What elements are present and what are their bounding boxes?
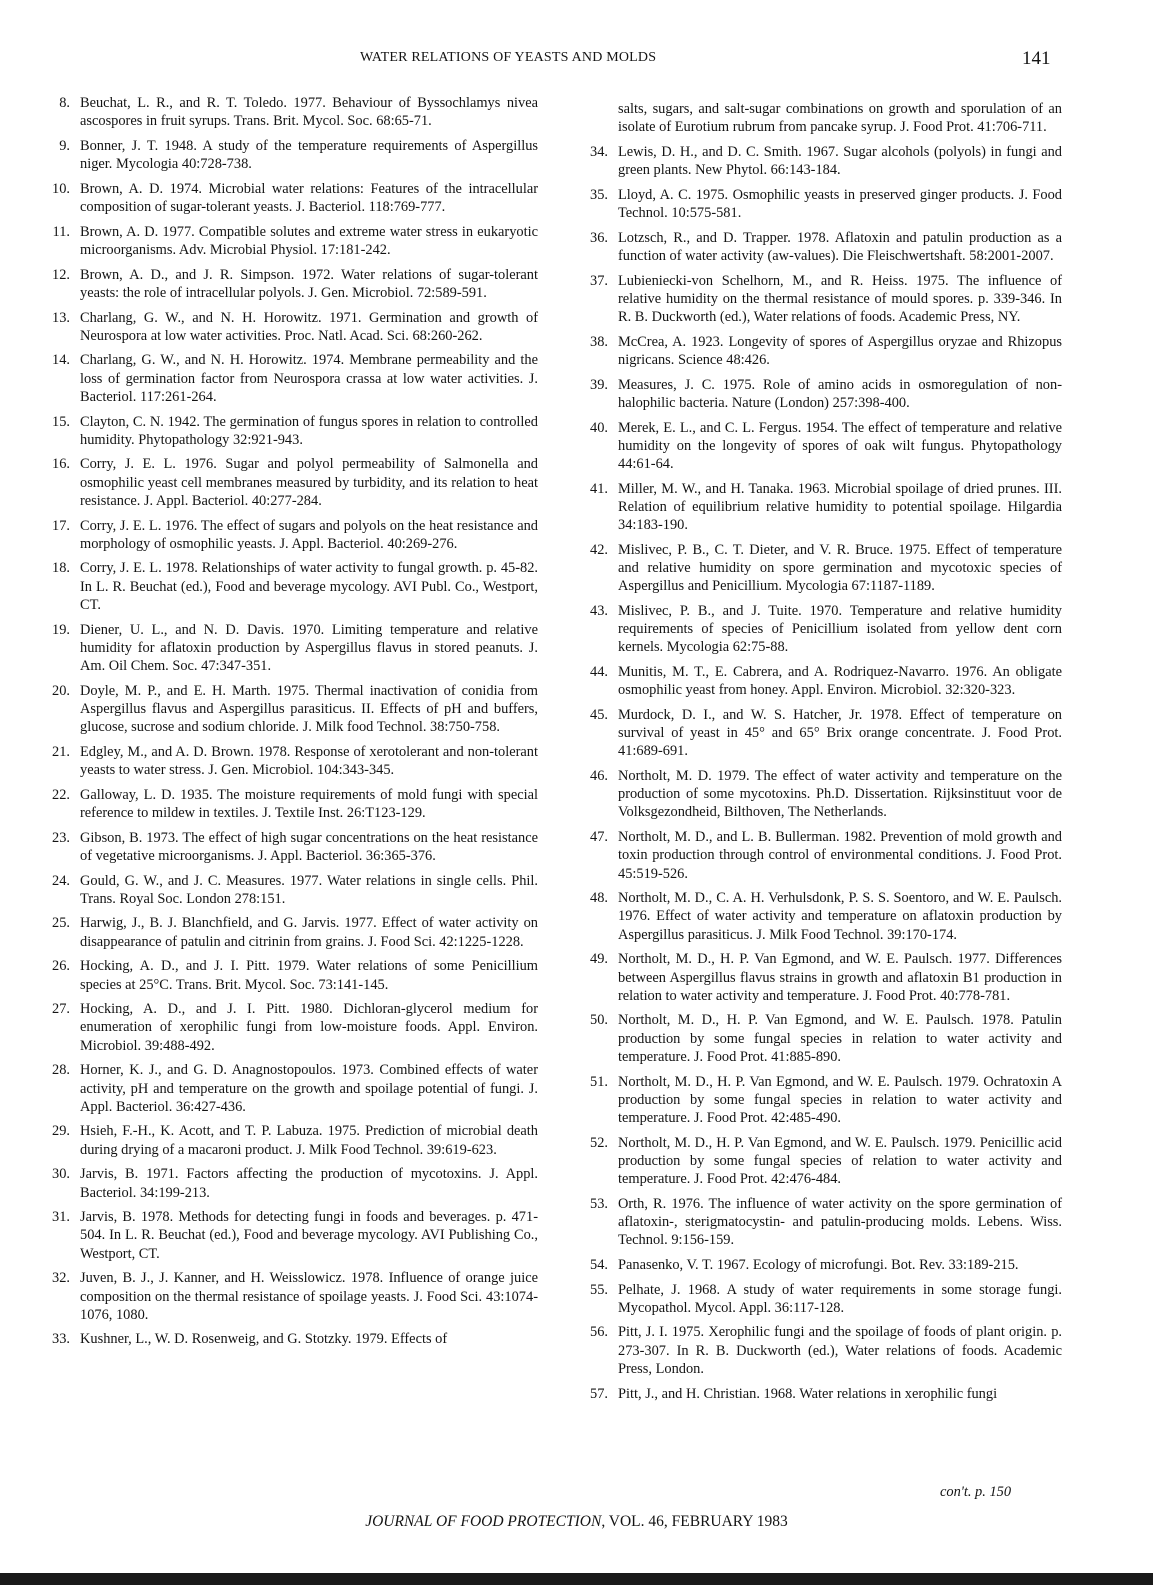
- reference-number: 32.: [52, 1270, 70, 1287]
- reference-text: Lotzsch, R., and D. Trapper. 1978. Aflatoxin and patulin production as a function of water activity (aw-values). Die Fleischwertshaft. 58:2001-2007.: [618, 229, 1062, 264]
- reference-number: 57.: [590, 1385, 608, 1402]
- reference-text: Orth, R. 1976. The influence of water activity on the spore germination of aflatoxin-, sterigmatocystin- and patulin-producing molds. Lebens. Wiss. Technol. 9:156-159.: [618, 1195, 1062, 1249]
- reference-item: [48, 682, 538, 737]
- reference-number: 48.: [590, 890, 608, 907]
- reference-number: 49.: [590, 951, 608, 968]
- reference-item: [48, 94, 538, 130]
- journal-name: JOURNAL OF FOOD PROTECTION: [365, 1513, 602, 1530]
- reference-item: [586, 376, 1062, 412]
- reference-item: [48, 1330, 538, 1348]
- reference-text: Northolt, M. D., C. A. H. Verhulsdonk, P. S. S. Soentoro, and W. E. Paulsch. 1976. Effect of water activity and temperature on aflatoxin production by Aspergillus parasiticus. J. Milk Food Technol. 39:170-174.: [618, 890, 1062, 943]
- reference-item: [586, 1385, 1062, 1403]
- reference-text: Gould, G. W., and J. C. Measures. 1977. Water relations in single cells. Phil. Trans. Royal Soc. London 278:151.: [80, 872, 538, 907]
- reference-number: 22.: [52, 786, 70, 803]
- journal-volume: , VOL. 46, FEBRUARY 1983: [601, 1513, 788, 1530]
- reference-text: Mislivec, P. B., and J. Tuite. 1970. Temperature and relative humidity requirements of species of Penicillium isolated from yellow dent corn kernels. Mycologia 62:75-88.: [618, 602, 1062, 656]
- reference-text: Lloyd, A. C. 1975. Osmophilic yeasts in preserved ginger products. J. Food Technol. 10:575-581.: [618, 186, 1062, 222]
- reference-text: Gibson, B. 1973. The effect of high sugar concentrations on the heat resistance of vegetative microorganisms. J. Appl. Bacteriol. 36:365-376.: [80, 829, 538, 864]
- reference-text: Northolt, M. D., H. P. Van Egmond, and W. E. Paulsch. 1979. Penicillic acid production by some fungal species of relation to water activity and temperature. J. Food Prot. 42:476-484.: [618, 1134, 1062, 1188]
- reference-item: [48, 1122, 538, 1158]
- reference-number: 43.: [590, 602, 608, 619]
- reference-text: Northolt, M. D., H. P. Van Egmond, and W. E. Paulsch. 1977. Differences between Aspergillus flavus strains in growth and aflatoxin B1 production in relation to water activity and temperature. J. Food Prot. 40:778-781.: [618, 951, 1062, 1004]
- reference-number: 9.: [59, 137, 70, 154]
- reference-item: [48, 1269, 538, 1324]
- reference-item: [586, 333, 1062, 369]
- reference-item: [586, 1323, 1062, 1378]
- reference-item: [48, 1061, 538, 1116]
- reference-text: Hocking, A. D., and J. I. Pitt. 1980. Dichloran-glycerol medium for enumeration of xerophilic fungi from low-moisture foods. Appl. Environ. Microbiol. 39:488-492.: [80, 1001, 538, 1054]
- reference-text: Brown, A. D. 1977. Compatible solutes and extreme water stress in eukaryotic microorganisms. Adv. Microbial Physiol. 17:181-242.: [80, 223, 538, 258]
- reference-number: 37.: [590, 272, 608, 289]
- reference-item: [48, 309, 538, 345]
- reference-item: [586, 480, 1062, 535]
- reference-text: Munitis, M. T., E. Cabrera, and A. Rodriquez-Navarro. 1976. An obligate osmophilic yeast from honey. Appl. Environ. Microbiol. 32:320-323.: [618, 663, 1062, 699]
- reference-number: 52.: [590, 1134, 608, 1151]
- reference-number: 34.: [590, 143, 608, 160]
- reference-number: 26.: [52, 958, 70, 975]
- reference-number: 50.: [590, 1012, 608, 1029]
- reference-number: 35.: [590, 186, 608, 203]
- reference-text: Jarvis, B. 1971. Factors affecting the production of mycotoxins. J. Appl. Bacteriol. 34:199-213.: [80, 1166, 538, 1201]
- reference-number: 46.: [590, 768, 608, 784]
- reference-item: [586, 1011, 1062, 1066]
- reference-text: Juven, B. J., J. Kanner, and H. Weisslowicz. 1978. Influence of orange juice composition on the thermal resistance of spoilage yeasts. J. Food Sci. 43:1074-1076, 1080.: [80, 1270, 538, 1323]
- reference-number: 11.: [52, 223, 70, 240]
- reference-number: 44.: [590, 663, 608, 680]
- reference-number: 29.: [52, 1123, 70, 1140]
- reference-text: Corry, J. E. L. 1978. Relationships of water activity to fungal growth. p. 45-82. In L. R. Beuchat (ed.), Food and beverage mycology. AVI Publ. Co., Westport, CT.: [80, 560, 538, 613]
- reference-item: [48, 413, 538, 449]
- reference-item: [48, 872, 538, 908]
- scan-edge: [0, 1573, 1153, 1585]
- reference-number: 28.: [52, 1062, 70, 1079]
- reference-number: 38.: [590, 333, 608, 350]
- reference-text: Mislivec, P. B., C. T. Dieter, and V. R. Bruce. 1975. Effect of temperature and relative humidity on spore germination and mycotoxic species of Aspergillus and Penicillium. Mycologia 67:1187-1189.: [618, 541, 1062, 595]
- reference-number: 47.: [590, 829, 608, 846]
- reference-item: [48, 786, 538, 822]
- reference-number: 15.: [52, 413, 70, 430]
- page-footer: [0, 1513, 1153, 1531]
- reference-text: Edgley, M., and A. D. Brown. 1978. Response of xerotolerant and non-tolerant yeasts to water stress. J. Gen. Microbiol. 104:343-345.: [80, 743, 538, 778]
- reference-item: [586, 950, 1062, 1005]
- reference-item: [48, 137, 538, 173]
- reference-number: 10.: [52, 180, 70, 197]
- reference-item: [48, 455, 538, 510]
- reference-item: [48, 1000, 538, 1055]
- reference-number: 40.: [590, 419, 608, 436]
- reference-item: [586, 767, 1062, 822]
- reference-text: Galloway, L. D. 1935. The moisture requirements of mold fungi with special reference to mildew in textiles. J. Textile Inst. 26:T123-129.: [80, 786, 538, 821]
- reference-item: [48, 559, 538, 614]
- reference-number: 36.: [590, 229, 608, 246]
- reference-item: [48, 743, 538, 779]
- reference-text: Hocking, A. D., and J. I. Pitt. 1979. Water relations of some Penicillium species at 25°C. Trans. Brit. Mycol. Soc. 73:141-145.: [80, 958, 538, 993]
- references-right-column: [586, 100, 1062, 1409]
- reference-text: Miller, M. W., and H. Tanaka. 1963. Microbial spoilage of dried prunes. III. Relation of equilibrium relative humidity to potential spoilage. Hilgardia 34:183-190.: [618, 480, 1062, 534]
- reference-number: 42.: [590, 541, 608, 558]
- reference-number: 53.: [590, 1195, 608, 1212]
- reference-number: 41.: [590, 480, 608, 497]
- reference-item: [586, 419, 1062, 474]
- reference-text: Corry, J. E. L. 1976. Sugar and polyol permeability of Salmonella and osmophilic yeast cell membranes measured by turbidity, and its relation to heat resistance. J. Appl. Bacteriol. 40:277-284.: [80, 456, 538, 509]
- reference-text: Pitt, J., and H. Christian. 1968. Water relations in xerophilic fungi: [618, 1385, 998, 1402]
- reference-item: [48, 621, 538, 676]
- continuation-note: con't. p. 150: [940, 1484, 1012, 1500]
- reference-text: Brown, A. D. 1974. Microbial water relations: Features of the intracellular composition of sugar-tolerant yeasts. J. Bacteriol. 118:769-777.: [80, 180, 538, 216]
- reference-item: [586, 1134, 1062, 1189]
- reference-item: [48, 957, 538, 993]
- reference-number: 45.: [590, 706, 608, 723]
- reference-item: [586, 828, 1062, 883]
- reference-item: [586, 100, 1062, 136]
- reference-text: Lubieniecki-von Schelhorn, M., and R. Heiss. 1975. The influence of relative humidity on the thermal resistance of mould spores. p. 339-346. In R. B. Duckworth (ed.), Water relations of foods. Academic Press, NY.: [618, 272, 1062, 326]
- reference-number: 14.: [52, 352, 70, 369]
- page-header: [0, 48, 1153, 72]
- reference-item: [586, 1281, 1062, 1317]
- reference-number: 56.: [590, 1324, 608, 1341]
- reference-item: [48, 180, 538, 216]
- reference-text: Pitt, J. I. 1975. Xerophilic fungi and the spoilage of foods of plant origin. p. 273-307. In R. B. Duckworth (ed.), Water relations of foods. Academic Press, London.: [618, 1324, 1062, 1377]
- reference-item: [48, 223, 538, 259]
- reference-text: Corry, J. E. L. 1976. The effect of sugars and polyols on the heat resistance and morphology of osmophilic yeasts. J. Appl. Bacteriol. 40:269-276.: [80, 517, 538, 552]
- reference-number: 12.: [52, 266, 70, 283]
- reference-text: Bonner, J. T. 1948. A study of the temperature requirements of Aspergillus niger. Mycologia 40:728-738.: [80, 137, 538, 173]
- reference-number: 24.: [52, 872, 70, 889]
- reference-item: [48, 266, 538, 302]
- page-number: 141: [1022, 48, 1051, 69]
- reference-text: Horner, K. J., and G. D. Anagnostopoulos. 1973. Combined effects of water activity, pH and temperature on the growth and spoilage potential of fungi. J. Appl. Bacteriol. 36:427-436.: [80, 1062, 538, 1115]
- reference-number: 33.: [52, 1331, 70, 1348]
- reference-text: Kushner, L., W. D. Rosenweig, and G. Stotzky. 1979. Effects of: [80, 1331, 448, 1348]
- reference-text: Lewis, D. H., and D. C. Smith. 1967. Sugar alcohols (polyols) in fungi and green plants. New Phytol. 66:143-184.: [618, 143, 1062, 179]
- reference-item: [586, 1256, 1062, 1274]
- reference-number: 27.: [52, 1001, 70, 1018]
- reference-text: Harwig, J., B. J. Blanchfield, and G. Jarvis. 1977. Effect of water activity on disappearance of patulin and citrinin from grains. J. Food Sci. 42:1225-1228.: [80, 915, 538, 950]
- reference-number: 23.: [52, 829, 70, 846]
- reference-item: [48, 914, 538, 950]
- reference-item: [586, 706, 1062, 761]
- reference-item: [586, 602, 1062, 657]
- reference-text: Charlang, G. W., and N. H. Horowitz. 1971. Germination and growth of Neurospora at low water activities. Proc. Natl. Acad. Sci. 68:260-262.: [80, 309, 538, 344]
- reference-text: Northolt, M. D., and L. B. Bullerman. 1982. Prevention of mold growth and toxin production through control of environmental conditions. J. Food Prot. 45:519-526.: [618, 829, 1062, 882]
- reference-item: [586, 663, 1062, 699]
- reference-item: [48, 829, 538, 865]
- reference-item: [586, 541, 1062, 596]
- reference-text: Hsieh, F.-H., K. Acott, and T. P. Labuza. 1975. Prediction of microbial death during drying of a macaroni product. J. Milk Food Technol. 39:619-623.: [80, 1123, 538, 1158]
- reference-number: 13.: [52, 309, 70, 326]
- reference-number: 30.: [52, 1166, 70, 1183]
- reference-item: [586, 272, 1062, 327]
- reference-text: Brown, A. D., and J. R. Simpson. 1972. Water relations of sugar-tolerant yeasts: the role of intracellular polyols. J. Gen. Microbiol. 72:589-591.: [80, 266, 538, 301]
- reference-number: 18.: [52, 560, 70, 577]
- reference-text: Diener, U. L., and N. D. Davis. 1970. Limiting temperature and relative humidity for aflatoxin production by Aspergillus flavus in stored peanuts. J. Am. Oil Chem. Soc. 47:347-351.: [80, 621, 538, 674]
- reference-text: Charlang, G. W., and N. H. Horowitz. 1974. Membrane permeability and the loss of germination factor from Neurospora crassa at low water activities. J. Bacteriol. 117:261-264.: [80, 352, 538, 405]
- references-left-column: [48, 94, 538, 1355]
- reference-item: [48, 351, 538, 406]
- reference-text: salts, sugars, and salt-sugar combinations on growth and sporulation of an isolate of Eurotium rubrum from pancake syrup. J. Food Prot. 41:706-711.: [618, 101, 1062, 136]
- reference-text: Northolt, M. D. 1979. The effect of water activity and temperature on the production of some mycotoxins. Ph.D. Dissertation. Rijksinstituut voor de Volksgezondheid, Bilthoven, The Netherlands.: [618, 768, 1062, 821]
- reference-number: 19.: [52, 621, 70, 638]
- reference-item: [48, 517, 538, 553]
- reference-text: Northolt, M. D., H. P. Van Egmond, and W. E. Paulsch. 1979. Ochratoxin A production by some fungal species in relation to water activity and temperature. J. Food Prot. 42:485-490.: [618, 1073, 1062, 1126]
- reference-text: McCrea, A. 1923. Longevity of spores of Aspergillus oryzae and Rhizopus nigricans. Science 48:426.: [618, 333, 1062, 368]
- reference-number: 51.: [590, 1073, 608, 1090]
- reference-item: [48, 1208, 538, 1263]
- reference-number: 39.: [590, 376, 608, 393]
- reference-number: 21.: [52, 743, 70, 760]
- reference-text: Jarvis, B. 1978. Methods for detecting fungi in foods and beverages. p. 471-504. In L. R. Beuchat (ed.), Food and beverage mycology. AVI Publishing Co., Westport, CT.: [80, 1209, 538, 1262]
- reference-item: [48, 1165, 538, 1201]
- reference-text: Clayton, C. N. 1942. The germination of fungus spores in relation to controlled humidity. Phytopathology 32:921-943.: [80, 413, 538, 448]
- reference-text: Measures, J. C. 1975. Role of amino acids in osmoregulation of non-halophilic bacteria. Nature (London) 257:398-400.: [618, 376, 1062, 411]
- reference-number: 55.: [590, 1281, 608, 1298]
- reference-number: 25.: [52, 915, 70, 932]
- reference-number: 20.: [52, 682, 70, 699]
- reference-text: Panasenko, V. T. 1967. Ecology of microfungi. Bot. Rev. 33:189-215.: [618, 1256, 1019, 1273]
- reference-item: [586, 889, 1062, 944]
- reference-number: 31.: [52, 1209, 70, 1226]
- reference-text: Beuchat, L. R., and R. T. Toledo. 1977. Behaviour of Byssochlamys nivea ascospores in fruit syrups. Trans. Brit. Mycol. Soc. 68:65-71.: [80, 95, 538, 130]
- reference-item: [586, 143, 1062, 179]
- reference-text: Merek, E. L., and C. L. Fergus. 1954. The effect of temperature and relative humidity on the longevity of spores of oak wilt fungus. Phytopathology 44:61-64.: [618, 419, 1062, 472]
- reference-text: Murdock, D. I., and W. S. Hatcher, Jr. 1978. Effect of temperature on survival of yeast in 45° and 65° Brix orange concentrate. J. Food Prot. 41:689-691.: [618, 706, 1062, 760]
- reference-item: [586, 186, 1062, 222]
- running-title: WATER RELATIONS OF YEASTS AND MOLDS: [360, 50, 657, 65]
- reference-number: 17.: [52, 517, 70, 534]
- reference-item: [586, 229, 1062, 265]
- reference-number: 8.: [59, 95, 70, 111]
- reference-text: Pelhate, J. 1968. A study of water requirements in some storage fungi. Mycopathol. Mycol. Appl. 36:117-128.: [618, 1281, 1062, 1316]
- reference-item: [586, 1195, 1062, 1250]
- reference-text: Doyle, M. P., and E. H. Marth. 1975. Thermal inactivation of conidia from Aspergillus flavus and Aspergillus parasiticus. II. Effects of pH and buffers, glucose, sucrose and sodium chloride. J. Milk food Technol. 38:750-758.: [80, 682, 538, 736]
- reference-text: Northolt, M. D., H. P. Van Egmond, and W. E. Paulsch. 1978. Patulin production by some fungal species in relation to water activity and temperature. J. Food Prot. 41:885-890.: [618, 1012, 1062, 1065]
- reference-item: [586, 1073, 1062, 1128]
- reference-number: 16.: [52, 456, 70, 473]
- reference-number: 54.: [590, 1256, 608, 1273]
